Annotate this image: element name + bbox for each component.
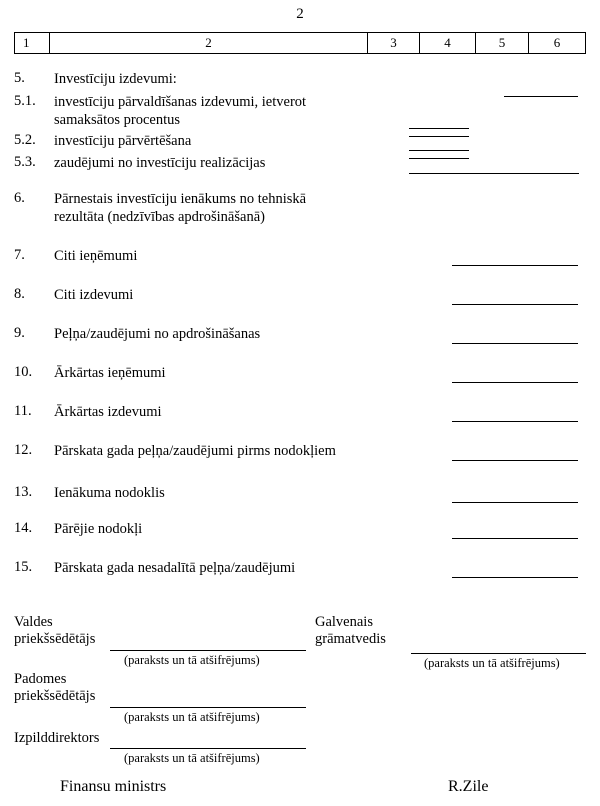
signature-role-line-2: priekšsēdētājs	[14, 688, 96, 704]
row-number: 14.	[14, 520, 33, 536]
column-header-table	[14, 32, 586, 54]
row-number: 5.3.	[14, 154, 36, 170]
row-value-rule	[452, 577, 578, 578]
row-value-rule	[409, 173, 579, 174]
row-number: 11.	[14, 403, 32, 419]
row-label: investīciju pārvaldīšanas izdevumi, ietverot samaksātos procentus	[54, 94, 307, 128]
row-label: Investīciju izdevumi:	[54, 71, 177, 87]
column-header-cell-1: 1	[23, 35, 30, 50]
signature-caption: (paraksts un tā atšifrējums)	[124, 653, 260, 667]
row-number: 5.	[14, 70, 25, 86]
row-value-rule	[452, 421, 578, 422]
signature-role-line-2: grāmatvedis	[315, 631, 386, 647]
column-header-cell-6: 6	[553, 35, 561, 50]
minister-name: R.Zile	[448, 778, 489, 795]
signature-role-galvenais-gramatvedis	[315, 614, 386, 648]
row-label: Ārkārtas ieņēmumi	[54, 365, 166, 381]
row-number: 6.	[14, 190, 25, 206]
row-value-rule	[452, 538, 578, 539]
signature-role-izpilddirektors	[14, 730, 99, 747]
row-number: 5.1.	[14, 93, 36, 109]
row-value-rule	[409, 158, 469, 159]
row-number: 13.	[14, 484, 33, 500]
signature-role-valdes	[14, 614, 95, 648]
row-label: Pārnestais investīciju ienākums no tehniskā rezultāta (nedzīvības apdrošināšanā)	[54, 191, 307, 225]
signature-role-line-1: Valdes	[14, 614, 53, 630]
signature-line[interactable]	[411, 653, 586, 654]
signature-role-padomes	[14, 671, 95, 705]
signature-line[interactable]	[110, 707, 306, 708]
row-number: 9.	[14, 325, 25, 341]
row-value-rule	[452, 343, 578, 344]
row-label: Ārkārtas izdevumi	[54, 404, 162, 420]
signature-caption: (paraksts un tā atšifrējums)	[124, 710, 260, 724]
row-label: zaudējumi no investīciju realizācijas	[54, 155, 266, 171]
row-number: 15.	[14, 559, 33, 575]
row-label: Pārskata gada nesadalītā peļņa/zaudējumi	[54, 560, 296, 576]
signature-caption: (paraksts un tā atšifrējums)	[124, 751, 260, 765]
row-value-rule	[504, 96, 578, 97]
row-number: 7.	[14, 247, 25, 263]
row-label: investīciju pārvērtēšana	[54, 133, 192, 149]
row-value-rule	[409, 128, 469, 129]
signature-role-line-1: Padomes	[14, 671, 67, 687]
row-number: 5.2.	[14, 132, 36, 148]
row-value-rule	[452, 460, 578, 461]
row-label: Citi ieņēmumi	[54, 248, 138, 264]
row-value-rule	[409, 150, 469, 151]
signature-role-line-1: Izpilddirektors	[14, 730, 100, 746]
row-label: Peļņa/zaudējumi no apdrošināšanas	[54, 326, 261, 342]
minister-title: Finansu ministrs	[60, 778, 167, 795]
signature-role-line-2: priekšsēdētājs	[14, 631, 96, 647]
row-value-rule	[452, 502, 578, 503]
row-label: Pārējie nodokļi	[54, 521, 143, 537]
column-header-cell-4: 4	[444, 35, 451, 50]
row-value-rule	[452, 382, 578, 383]
row-label: Citi izdevumi	[54, 287, 134, 303]
column-header-cell-2: 2	[205, 35, 212, 50]
signature-role-line-1: Galvenais	[315, 614, 373, 630]
row-label: Ienākuma nodoklis	[54, 485, 165, 501]
row-number: 8.	[14, 286, 25, 302]
row-value-rule	[452, 304, 578, 305]
row-value-rule	[452, 265, 578, 266]
row-label: Pārskata gada peļņa/zaudējumi pirms nodokļiem	[54, 443, 336, 459]
row-number: 12.	[14, 442, 33, 458]
page-number: 2	[296, 6, 304, 22]
column-header-cell-3: 3	[390, 35, 397, 50]
signature-line[interactable]	[110, 650, 306, 651]
signature-caption: (paraksts un tā atšifrējums)	[424, 656, 560, 670]
row-number: 10.	[14, 364, 33, 380]
signature-line[interactable]	[110, 748, 306, 749]
row-value-rule	[409, 136, 469, 137]
column-header-cell-5: 5	[498, 35, 506, 50]
